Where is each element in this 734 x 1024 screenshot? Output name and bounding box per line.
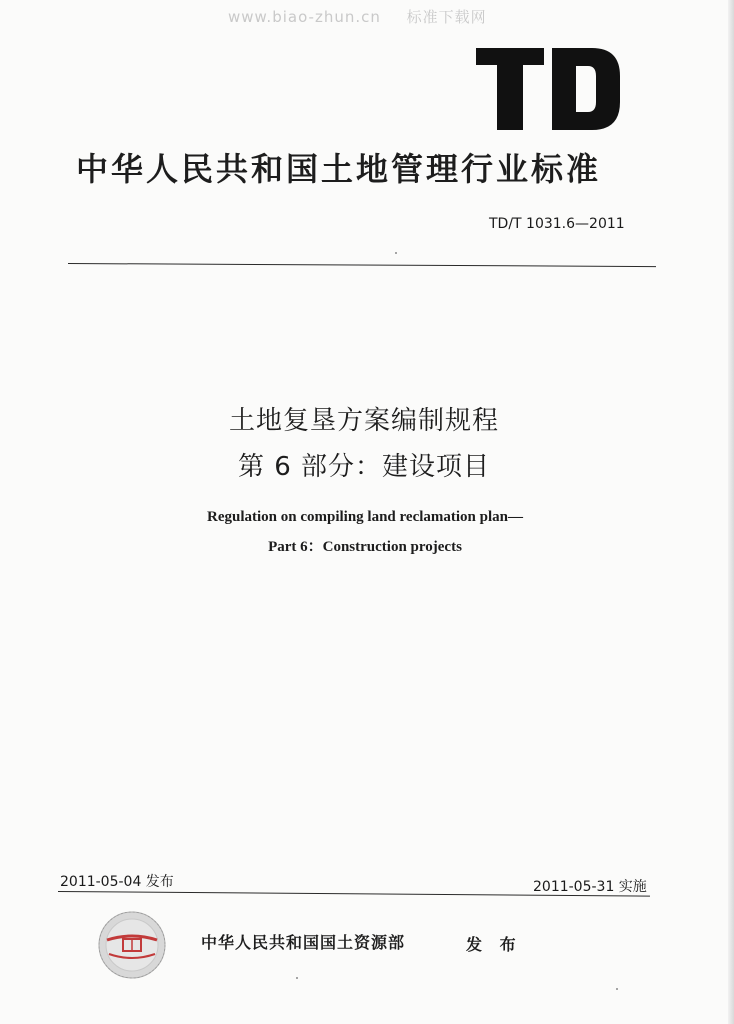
page-edge [728,0,734,1024]
english-title-line-2: Part 6：Construction projects [268,539,462,555]
publish-label: 发 布 [466,935,522,954]
scan-speck [395,252,397,254]
chinese-title-line-2: 第 6 部分：建设项目 [237,452,491,482]
chinese-title-line-1: 土地复垦方案编制规程 [228,406,499,436]
industry-title: 中华人民共和国土地管理行业标准 [76,150,602,188]
td-logo [474,46,622,132]
watermark-url: www.biao-zhun.cn [228,8,381,26]
english-title-line-1: Regulation on compiling land reclamation plan— [206,509,523,525]
header-divider [68,263,656,267]
standard-number: TD/T 1031.6—2011 [489,216,625,232]
watermark [228,6,507,27]
anti-counterfeit-stamp [97,910,167,980]
implementation-date: 2011-05-31 实施 [533,879,647,895]
watermark-site-name: 标准下载网 [406,8,487,26]
scan-speck [296,977,298,979]
scan-speck [616,988,618,990]
publisher-name: 中华人民共和国国土资源部 [201,933,406,952]
issue-date: 2011-05-04 发布 [60,874,174,890]
